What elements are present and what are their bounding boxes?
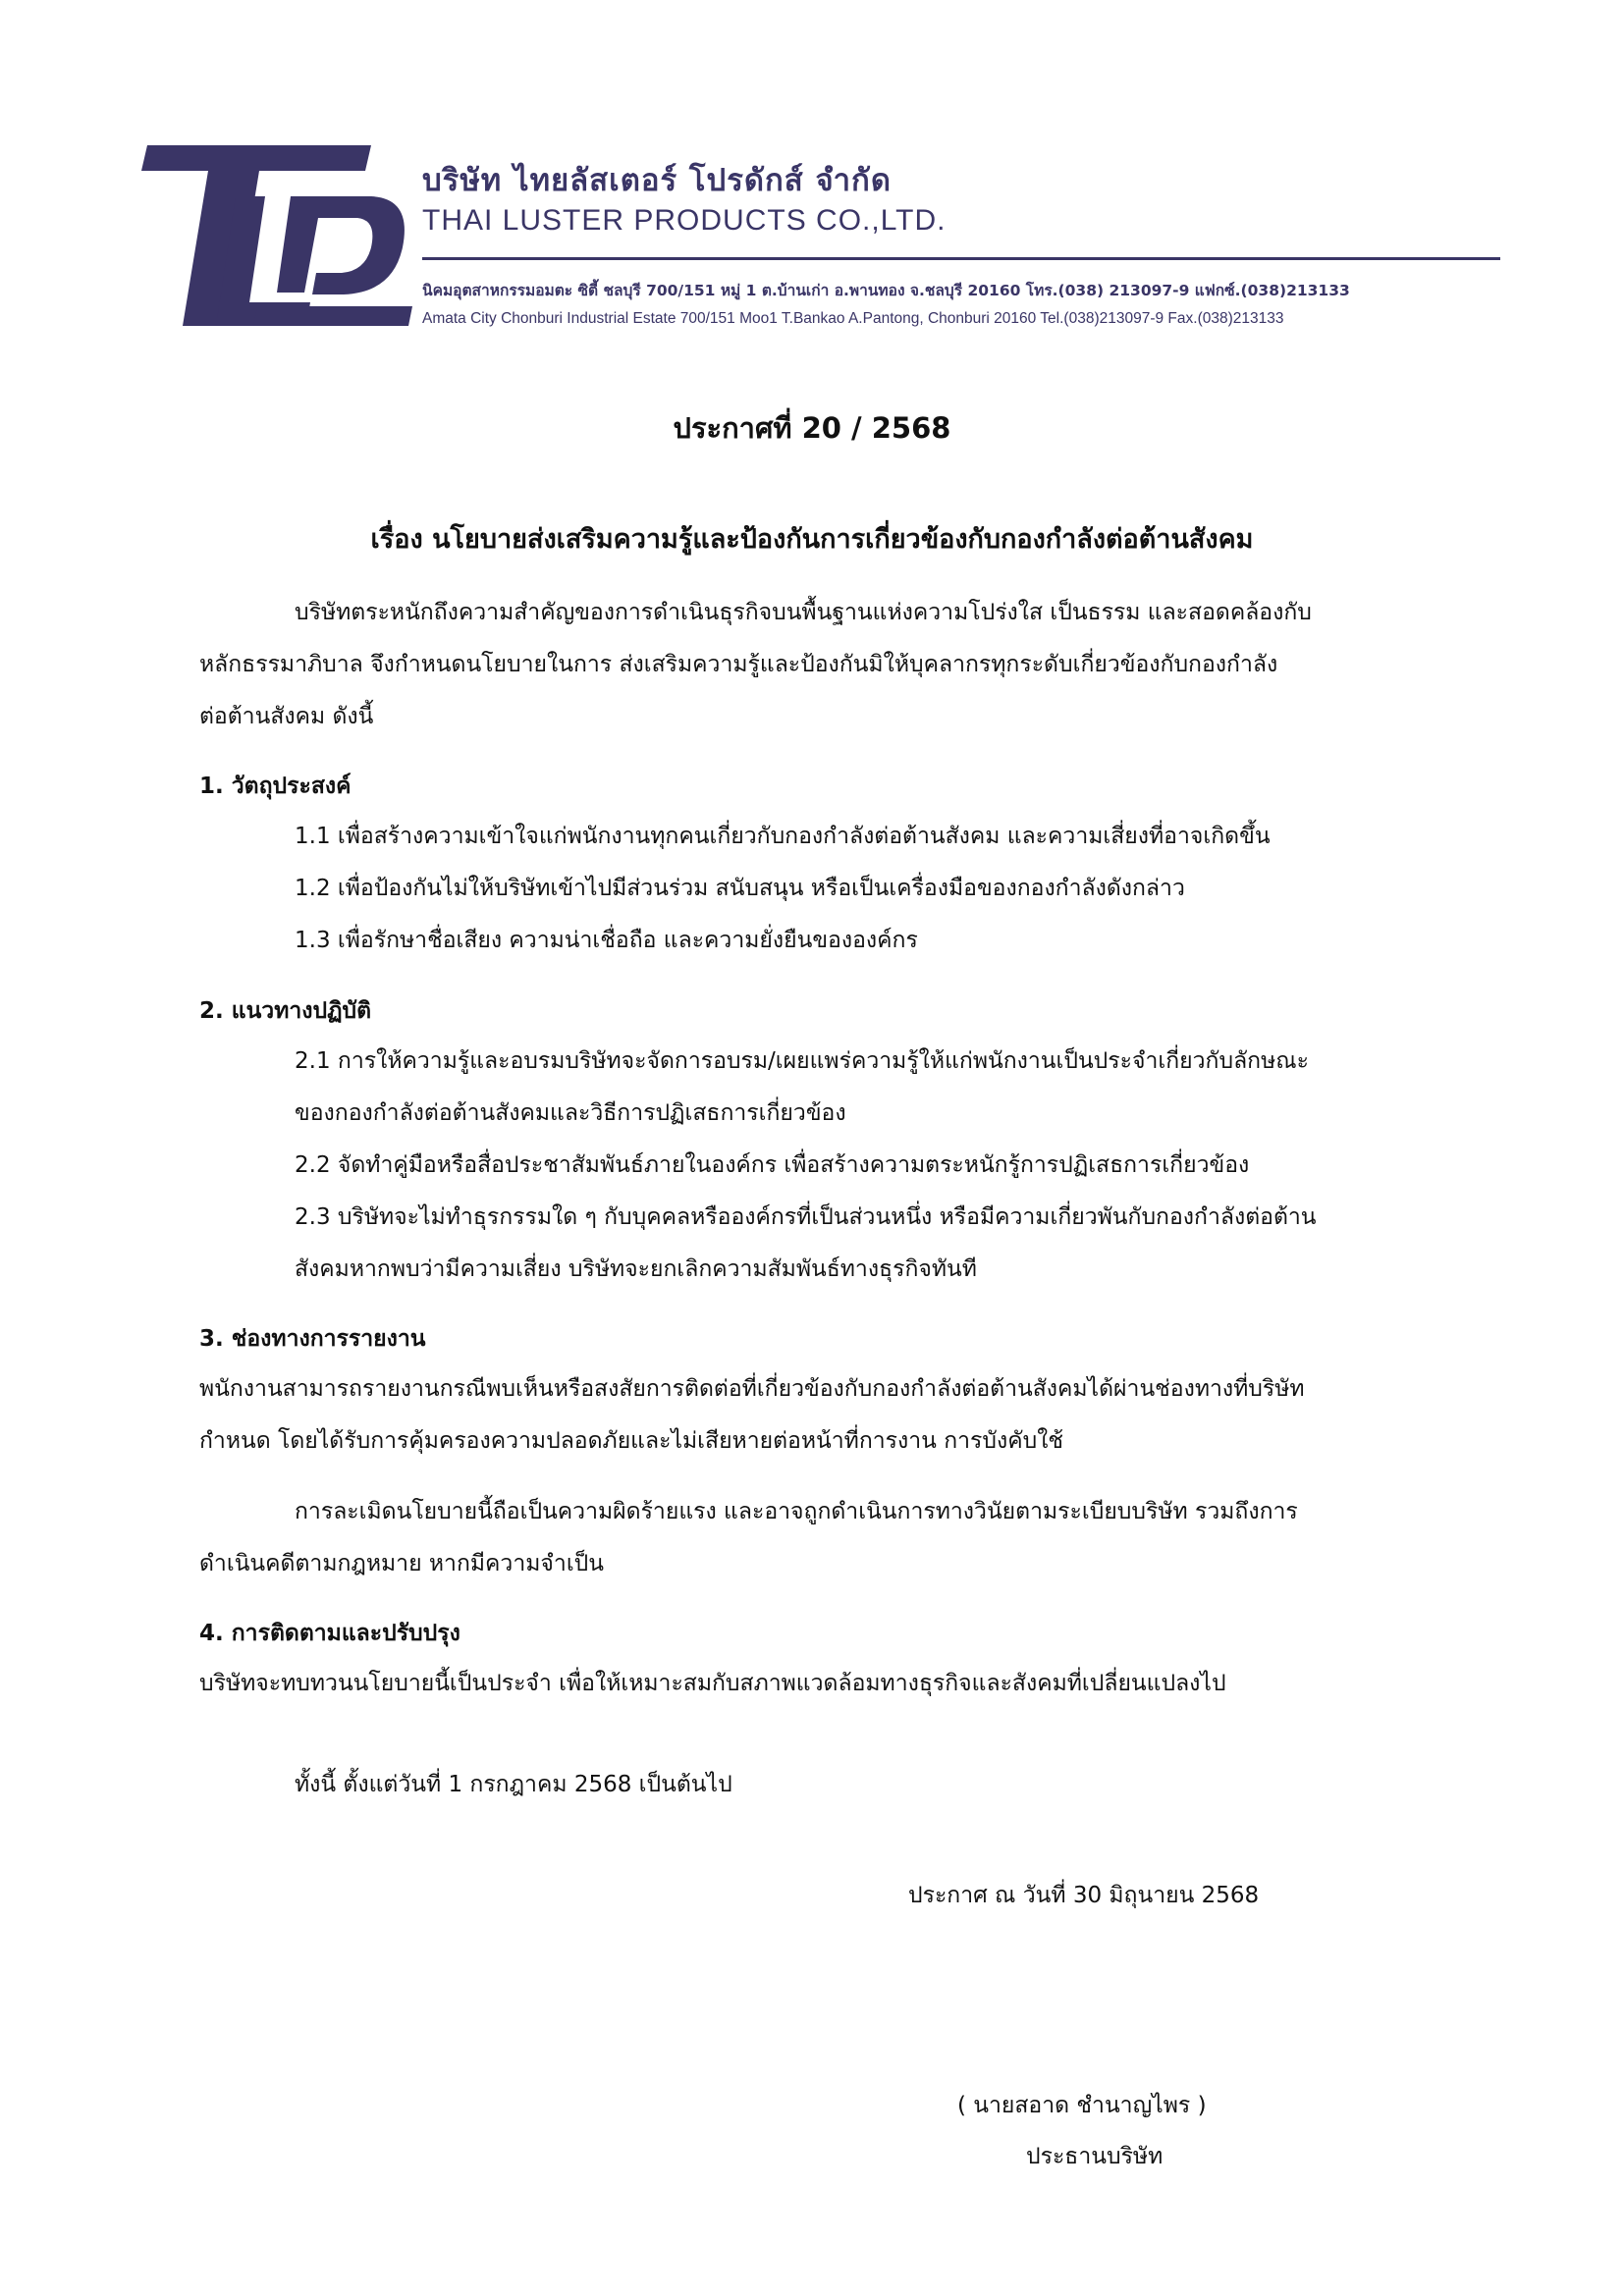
section-3-line: ดำเนินคดีตามกฎหมาย หากมีความจำเป็น [199, 1551, 605, 1576]
announcement-subject: เรื่อง นโยบายส่งเสริมความรู้และป้องกันการเกี่ยวข้องกับกองกำลังต่อต้านสังคม [370, 524, 1254, 555]
section-3-line: พนักงานสามารถรายงานกรณีพบเห็นหรือสงสัยการติดต่อที่เกี่ยวข้องกับกองกำลังต่อต้านสังคมได้ผ่านช่องทางที่บริษัท [199, 1376, 1305, 1402]
section-2-line: 2.2 จัดทำคู่มือหรือสื่อประชาสัมพันธ์ภายในองค์กร เพื่อสร้างความตระหนักรู้การปฏิเสธการเกี่ยวข้อง [295, 1152, 1250, 1178]
address-english: Amata City Chonburi Industrial Estate 700/151 Moo1 T.Bankao A.Pantong, Chonburi 20160 Tel.(038)213097-9 Fax.(038)213133 [422, 310, 1284, 327]
company-name-english: THAI LUSTER PRODUCTS CO.,LTD. [422, 204, 947, 237]
section-1-item: 1.1 เพื่อสร้างความเข้าใจแก่พนักงานทุกคนเกี่ยวกับกองกำลังต่อต้านสังคม และความเสี่ยงที่อาจเกิดขึ้น [295, 824, 1271, 849]
letterhead-divider [422, 257, 1500, 260]
section-4-line: บริษัทจะทบทวนนโยบายนี้เป็นประจำ เพื่อให้เหมาะสมกับสภาพแวดล้อมทางธุรกิจและสังคมที่เปลี่ยนแปลงไป [199, 1671, 1226, 1696]
intro-line: ต่อต้านสังคม ดังนี้ [199, 704, 374, 729]
section-2-line: สังคมหากพบว่ามีความเสี่ยง บริษัทจะยกเลิกความสัมพันธ์ทางธุรกิจทันที [295, 1256, 977, 1282]
announcement-date: ประกาศ ณ วันที่ 30 มิถุนายน 2568 [908, 1883, 1260, 1908]
section-2-line: ของกองกำลังต่อต้านสังคมและวิธีการปฏิเสธการเกี่ยวข้อง [295, 1100, 846, 1126]
section-3-heading: 3. ช่องทางการรายงาน [199, 1326, 426, 1352]
section-1-item: 1.3 เพื่อรักษาชื่อเสียง ความน่าเชื่อถือ และความยั่งยืนขององค์กร [295, 928, 918, 953]
section-3-line: การละเมิดนโยบายนี้ถือเป็นความผิดร้ายแรง และอาจถูกดำเนินการทางวินัยตามระเบียบบริษัท รวมถึงการ [295, 1499, 1298, 1524]
signer-title: ประธานบริษัท [1026, 2144, 1164, 2169]
intro-line: บริษัทตระหนักถึงความสำคัญของการดำเนินธุรกิจบนพื้นฐานแห่งความโปร่งใส เป็นธรรม และสอดคล้องกับ [295, 600, 1312, 625]
company-logo [126, 145, 412, 326]
section-2-heading: 2. แนวทางปฏิบัติ [199, 998, 372, 1024]
section-1-heading: 1. วัตถุประสงค์ [199, 774, 352, 799]
address-thai: นิคมอุตสาหกรรมอมตะ ซิตี้ ชลบุรี 700/151 หมู่ 1 ต.บ้านเก่า อ.พานทอง จ.ชลบุรี 20160 โทร.(038) 213097-9 แฟกซ์.(038)213133 [422, 282, 1350, 299]
signer-name: ( นายสอาด ชำนาญไพร ) [957, 2093, 1207, 2118]
effective-date: ทั้งนี้ ตั้งแต่วันที่ 1 กรกฎาคม 2568 เป็นต้นไป [295, 1772, 732, 1797]
section-3-line: กำหนด โดยได้รับการคุ้มครองความปลอดภัยและไม่เสียหายต่อหน้าที่การงาน การบังคับใช้ [199, 1428, 1064, 1454]
company-name-thai: บริษัท ไทยลัสเตอร์ โปรดักส์ จำกัด [422, 163, 892, 198]
section-1-item: 1.2 เพื่อป้องกันไม่ให้บริษัทเข้าไปมีส่วนร่วม สนับสนุน หรือเป็นเครื่องมือของกองกำลังดังกล่าว [295, 876, 1185, 901]
intro-line: หลักธรรมาภิบาล จึงกำหนดนโยบายในการ ส่งเสริมความรู้และป้องกันมิให้บุคลากรทุกระดับเกี่ยวข้องกับกองกำลัง [199, 652, 1278, 677]
section-2-line: 2.1 การให้ความรู้และอบรมบริษัทจะจัดการอบรม/เผยแพร่ความรู้ให้แก่พนักงานเป็นประจำเกี่ยวกับลักษณะ [295, 1048, 1309, 1074]
section-4-heading: 4. การติดตามและปรับปรุง [199, 1621, 460, 1646]
announcement-title: ประกาศที่ 20 / 2568 [673, 411, 951, 445]
section-2-line: 2.3 บริษัทจะไม่ทำธุรกรรมใด ๆ กับบุคคลหรือองค์กรที่เป็นส่วนหนึ่ง หรือมีความเกี่ยวพันกับกองกำลังต่อต้าน [295, 1204, 1317, 1230]
